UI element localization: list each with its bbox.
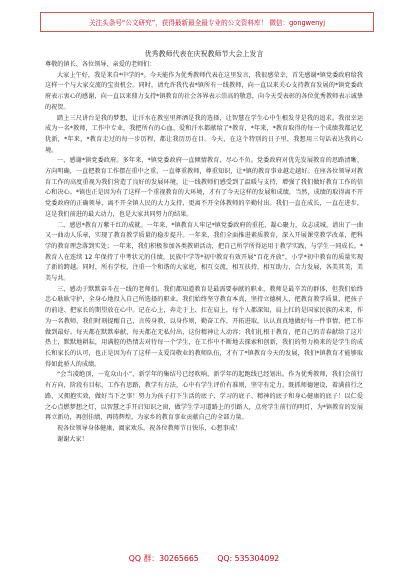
closing-wishes: 祝各位领导身体健康，阖家欢乐，祝各位教师节日快乐，心想事成！ <box>57 424 242 432</box>
document-title: 优秀教师代表在庆祝教师节大会上发言 <box>144 50 264 58</box>
qq-number: QQ: 535304092 <box>217 554 280 563</box>
promo-banner-text: 关注头条号“公文研究”，获得最新最全最专业的公文资料库！ 微信：gongwenyj <box>88 19 326 27</box>
paragraph: 二、感恩*教育万紫千红的成就。一年来，*镇教育人牢记*镇党委政府的重托，凝心聚力，众志成城，谱出了一曲又一曲动人乐章，实现了教育教学质量的稳步提升。一年来，我们全面推进素质教育，深入开展课堂教学改革，把科学的教育理念落到实处；一年来，我们积极参加各类教研活动，把自己所学所得运用于教学实践，与学生一同成长。*教育人在连续 12 年保持了中考状元的佳绩，民族中学等*初中教育有效开展“百花齐放”，小学*初中教育的质量实现了新的跨越。同时，所有学校，注重一个和谐的大家庭，相互交流，相互扶持，相互助力，合力发展，各美其美，美美与共。 <box>45 221 363 283</box>
contact-footer <box>0 553 408 564</box>
paragraph: “会当凌绝顶，一览众山小”，新学年的集结号已经吹响，新学年的起跑线已经划出。作为优秀教师，我们会前行有方向，阶段有目标，工作有思路，教学有方法，心中有学生评价有准则，坚守有定力，既抓师德建设，着满前行之路，又拥抱实效，做好当下之事！努力为孩子打下生活的底子、学习的底子、精神的底子和身心健康的底子！以仁爱之心点燃梦想之灯，以智慧之手开启知识之窗，做学生学习道路上的引路人，点亮学生前行的明灯，为*镇教育的发展再立新功，再创佳绩，再铸辉煌，为家乡的教育事业贡献自己的全部力量。 <box>45 371 363 422</box>
qq-group-number: QQ 群：30265665 <box>128 554 199 563</box>
document-body <box>45 60 363 445</box>
paragraph: 三、感动于默默奋斗在一线的老师们。我们都知道教育是最需要奉献的职业，教师是最辛苦的群体，但我们始终忠心耿耿守护，全身心地投入自己所选择的职业。我们始终坚守教育本真，坚持立德树人，把教育教学质量、把孩子的前途、把家长的期望放在心中。记在心上，奔走于上、扛在肩上，每个人都深知，肩上扛的是国家民族的未来，作为一名教师，我们时刻提醒自己，言传身教，以身作则，勤奋工作，开拓进取，认认真真地做好每一件事情，把工作做到最好。每天都在默默奉献，每天都在无私付出，这份精神让人动容；我们扎根于教育，把自己的青春献给了这片热土，默默地耕耘，用满腔的热情去对待每一个学生，在工作中不断地去探索和创新，我们的努力换来的是学生的成长和家长的认可，也正是因为有了这样一支爱岗敬业的教师队伍，才有了*镇教育今天的发展，我们*镇教育才能够取得如此骄人的成绩。 <box>45 285 363 368</box>
paragraph: 一、感谢*镇党委政府。多年来，*镇党委政府一直倾情教育、尽心不负。党委政府对优先发展教育的思路清晰、方向明确，一直把教育工作摆在重中之重，一直尊重教师，尊重知识，让*镇的教育事业越走越好。在座各位领导对教育工作的高度重视为我们营造了良好的发展环境，让一线教师们感受到了温暖与支持，增强了我们做好教育工作的信心和决心。*镇也正是因为有了这样一个重视教育的大环境，才有了今天这样的发展和成绩，当然，成绩的取得离不开党委政府的正确领导，离不开全镇人民的大力支持，更离不开全体教师的辛勤付出。我们一直在成长，一直在进步，这是我们前进的最大动力，也是大家共同努力的结果。 <box>45 157 363 218</box>
salutation: 尊敬的镇长、各位领导、亲爱的老师们： <box>45 61 156 68</box>
closing-thanks: 谢谢大家！ <box>57 435 88 443</box>
promo-banner <box>40 12 374 32</box>
paragraph: 大家上午好，我是来自*中学的*。今天能作为优秀教师代表在这里发言，我很感荣幸，首先感谢*镇党委政府给我这样一个与大家交流的宝贵机会。同时，请允许我代表*镇所有一线教师，向一直以来关心支持教育发展的*镇党委政府表示衷心的感谢，向一直以来鼎力支持*镇教育的社会各界表示崇高的敬意，向今天受表彰的各位优秀教师表示诚挚的祝贺。 <box>45 71 363 111</box>
paragraph: 踏上三尺讲台是我的梦想，让汗水在教室里挥洒是我的选择，让智慧在学生心中生根发芽是我的追求。我很幸运成为一名*教师，工作中专业，我把所有的心血、爱和汗水都献给了*教育，*年来，*教育取得的每一个成绩我都记忆犹新，*年来，*教育走过的每一步历程，都让我历历在目。今天，在这个特别的日子里，我想用三句话表达我的心境。 <box>45 114 363 154</box>
